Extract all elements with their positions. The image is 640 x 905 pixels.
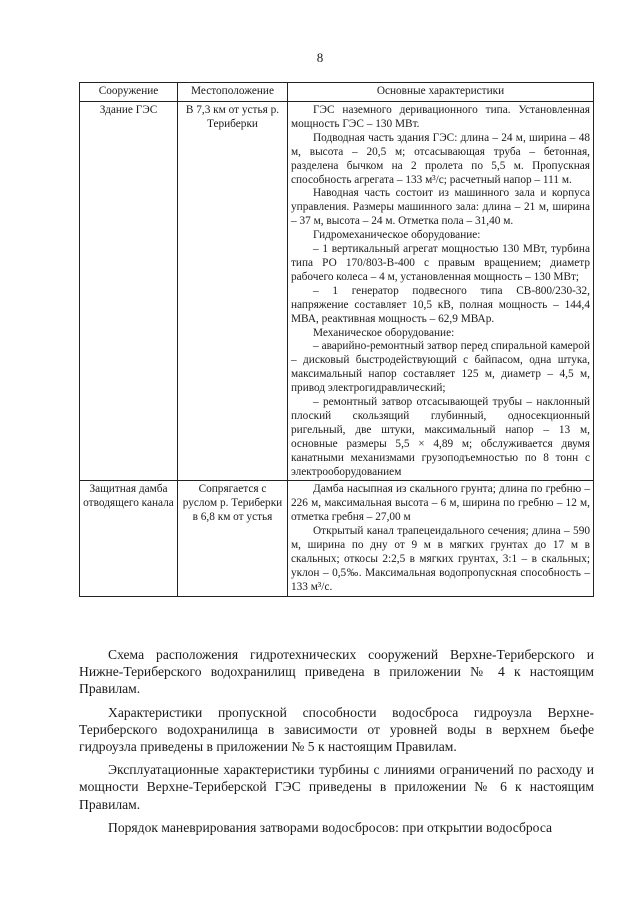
body-paragraph: Эксплуатационные характеристики турбины с линиями ограничений по расходу и мощности Верхне-Териберской ГЭС приведены в приложении № 6 к настоящим Правилам. <box>79 762 594 812</box>
table-row <box>80 481 594 596</box>
cell-characteristics <box>288 481 594 596</box>
header-location: Местоположение <box>178 83 288 102</box>
table-row <box>80 102 594 481</box>
characteristics-paragraph: Открытый канал трапецеидального сечения; длина – 590 м, ширина по дну от 9 м в мягких грунтах до 17 м в скальных; откосы 2:2,5 в мягких грунтах, 3:1 – в скальных; уклон – 0,5‰. Максимальная водопропускная способность – 133 м³/с. <box>291 525 590 593</box>
cell-structure: Здание ГЭС <box>80 102 178 481</box>
characteristics-paragraph: Гидромеханическое оборудование: <box>313 229 481 242</box>
cell-location: В 7,3 км от устья р. Териберки <box>178 102 288 481</box>
characteristics-paragraph: Механическое оборудование: <box>313 326 455 339</box>
body-text <box>79 646 594 842</box>
characteristics-paragraph: – аварийно-ремонтный затвор перед спиральной камерой – дисковый быстродействующий с байпасом, одна штука, максимальный напор составляет 125 м, диаметр – 4,5 м, привод электрогидравлический; <box>291 340 590 395</box>
characteristics-paragraph: Дамба насыпная из скального грунта; длина по гребню – 226 м, максимальная высота – 6 м, ширина по гребню – 12 м, отметка гребня – 27,00 м <box>291 483 590 524</box>
characteristics-table <box>79 82 594 597</box>
header-characteristics: Основные характеристики <box>288 83 594 102</box>
characteristics-paragraph: ГЭС наземного деривационного типа. Установленная мощность ГЭС – 130 МВт. <box>291 104 590 130</box>
header-structure: Сооружение <box>80 83 178 102</box>
characteristics-paragraph: Подводная часть здания ГЭС: длина – 24 м, ширина – 48 м, высота – 20,5 м; отсасывающая труба – бетонная, разделена бычком на 2 пролета по 5,5 м. Пропускная способность агрегата – 133 м³/с; расчетный напор – 111 м. <box>291 131 590 186</box>
body-paragraph: Характеристики пропускной способности водосброса гидроузла Верхне-Териберского водохранилища в зависимости от уровней воды в верхнем бьефе гидроузла приведены в приложении № 5 к настоящим Правилам. <box>79 704 594 755</box>
characteristics-paragraph: – 1 генератор подвесного типа СВ-800/230-32, напряжение составляет 10,5 кВ, полная мощность – 144,4 МВА, реактивная мощность – 62,9 МВАр. <box>291 284 590 325</box>
characteristics-paragraph: – ремонтный затвор отсасывающей трубы – наклонный плоский скользящий глубинный, односекционный ригельный, две штуки, максимальный напор – 13 м, основные размеры 5,5 × 4,89 м; обслуживается двумя канатными механизмами грузоподъемностью по 8 тонн с электрооборудованием <box>291 396 590 478</box>
body-paragraph: Схема расположения гидротехнических сооружений Верхне-Териберского и Нижне-Териберского водохранилищ приведена в приложении № 4 к настоящим Правилам. <box>79 647 594 697</box>
body-paragraph: Порядок маневрирования затворами водосбросов: при открытии водосброса <box>108 819 553 835</box>
cell-structure: Защитная дамба отводящего канала <box>80 481 178 596</box>
page-number: 8 <box>316 50 324 65</box>
cell-location: Сопрягается с руслом р. Териберки в 6,8 км от устья <box>178 481 288 596</box>
table-header-row <box>80 83 594 102</box>
cell-characteristics <box>288 102 594 481</box>
characteristics-paragraph: Наводная часть состоит из машинного зала и корпуса управления. Размеры машинного зала: длина – 21 м, ширина – 37 м, высота – 24 м. Отметка пола – 31,40 м. <box>291 187 590 228</box>
characteristics-paragraph: – 1 вертикальный агрегат мощностью 130 МВт, турбина типа РО 170/803-В-400 с правым вращением; диаметр рабочего колеса – 4 м, установленная мощность – 130 МВт; <box>291 243 590 283</box>
